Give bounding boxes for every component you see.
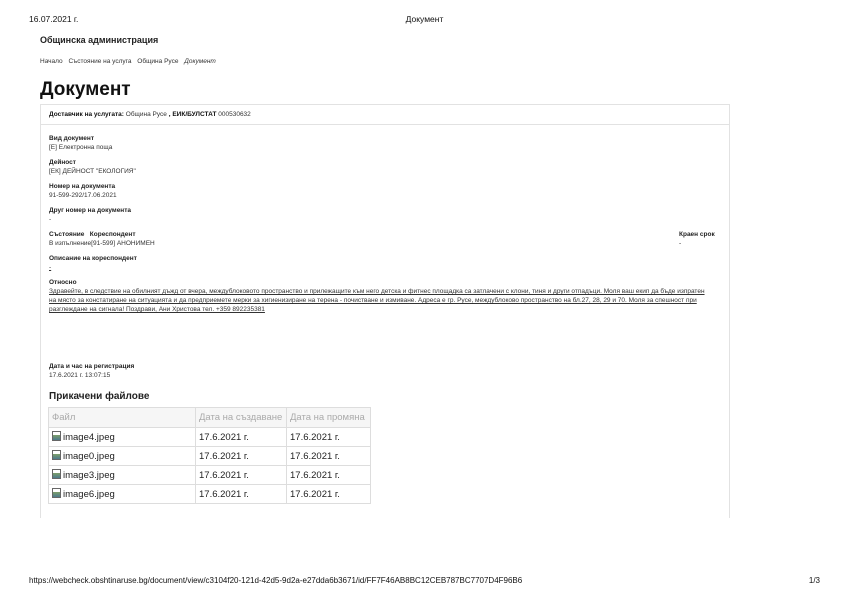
corr-desc-value[interactable]: -	[49, 264, 52, 271]
corr-desc-label: Описание на кореспондент	[49, 255, 137, 262]
file-cell[interactable]	[49, 447, 196, 466]
other-number-field	[49, 206, 131, 224]
status-label: Състояние	[49, 231, 85, 238]
document-panel	[40, 104, 730, 518]
file-cell[interactable]	[49, 428, 196, 447]
activity-field	[49, 158, 136, 176]
doc-type-field	[49, 134, 112, 152]
about-value[interactable]: Здравейте, в следствие на обилният дъжд от вчера, междублоковото пространство и прилежащите към него детска и фитнес площадка са затлачени с клони, тиня и други отпадъци. Моля ваш екип да бъде изпратен на място за констатиране на ситуацията и да предприемете мерки за хигиенизиране на терена - почистване и измиване. Адреса е гр. Русе, междублоково пространство на бл.27, 28, 29 и 70. Моля за спешност при разглеждане на сигнала! Поздрави, Ани Христова тел. +359 892235381	[49, 288, 705, 313]
col-file[interactable]: Файл	[49, 408, 196, 428]
about-field	[49, 278, 713, 314]
activity-label: Дейност	[49, 159, 76, 166]
print-url: https://webcheck.obshtinaruse.bg/document/view/c3104f20-121d-42d5-9d2a-e27dda6b3671/id/FF7F46AB8BC12CEB787BC7707D4F96B6	[29, 576, 523, 585]
created-cell: 17.6.2021 г.	[196, 485, 287, 504]
breadcrumb-home[interactable]: Начало	[40, 58, 63, 65]
image-file-icon	[52, 450, 61, 460]
table-row	[49, 485, 371, 504]
page-title: Документ	[40, 79, 131, 100]
file-cell[interactable]	[49, 485, 196, 504]
provider-header	[41, 105, 729, 125]
table-header-row	[49, 408, 371, 428]
doc-type-label: Вид документ	[49, 135, 95, 142]
eik-value: 000530632	[218, 111, 251, 118]
created-cell: 17.6.2021 г.	[196, 447, 287, 466]
modified-cell: 17.6.2021 г.	[287, 428, 371, 447]
provider-label: Доставчик на услугата:	[49, 111, 124, 118]
attachments-table	[48, 407, 371, 504]
table-row	[49, 447, 371, 466]
breadcrumb	[40, 58, 220, 65]
breadcrumb-current: Документ	[184, 58, 216, 65]
doc-number-label: Номер на документа	[49, 183, 116, 190]
deadline-value: -	[679, 240, 682, 247]
image-file-icon	[52, 488, 61, 498]
correspondent-label: Кореспондент	[89, 231, 136, 238]
reg-date-field	[49, 362, 134, 380]
file-cell[interactable]	[49, 466, 196, 485]
file-name[interactable]: image6.jpeg	[63, 489, 115, 500]
created-cell: 17.6.2021 г.	[196, 466, 287, 485]
about-label: Относно	[49, 279, 77, 286]
created-cell: 17.6.2021 г.	[196, 428, 287, 447]
provider-name: Община Русе	[125, 111, 167, 118]
breadcrumb-service-status[interactable]: Състояние на услуга	[68, 58, 132, 65]
col-modified[interactable]: Дата на промяна	[287, 408, 371, 428]
file-name[interactable]: image4.jpeg	[63, 432, 115, 443]
breadcrumb-municipality[interactable]: Община Русе	[137, 58, 179, 65]
attachments-title: Прикачени файлове	[49, 391, 150, 402]
modified-cell: 17.6.2021 г.	[287, 447, 371, 466]
doc-number-field	[49, 182, 117, 200]
corr-desc-field	[49, 254, 137, 272]
file-name[interactable]: image0.jpeg	[63, 451, 115, 462]
print-title: Документ	[405, 14, 444, 24]
table-row	[49, 428, 371, 447]
modified-cell: 17.6.2021 г.	[287, 466, 371, 485]
reg-date-value: 17.6.2021 г. 13:07:15	[49, 372, 111, 379]
col-created[interactable]: Дата на създаване	[196, 408, 287, 428]
modified-cell: 17.6.2021 г.	[287, 485, 371, 504]
doc-type-value: [E] Електронна поща	[49, 144, 113, 151]
page-number: 1/3	[808, 576, 820, 585]
reg-date-label: Дата и час на регистрация	[49, 363, 135, 370]
doc-number-value: 91-599-292/17.06.2021	[49, 192, 117, 199]
org-name: Общинска администрация	[40, 35, 159, 45]
print-date: 16.07.2021 г.	[29, 14, 79, 24]
deadline-field	[679, 230, 719, 248]
eik-label: , ЕИК/БУЛСТАТ	[168, 111, 217, 118]
other-number-value: -	[49, 216, 52, 223]
status-value: В изпълнение[91-599] АНОНИМЕН	[49, 240, 155, 247]
table-row	[49, 466, 371, 485]
deadline-label: Краен срок	[679, 231, 715, 238]
activity-value: [ЕК] ДЕЙНОСТ "ЕКОЛОГИЯ"	[49, 168, 136, 175]
image-file-icon	[52, 431, 61, 441]
other-number-label: Друг номер на документа	[49, 207, 132, 214]
file-name[interactable]: image3.jpeg	[63, 470, 115, 481]
image-file-icon	[52, 469, 61, 479]
status-field	[49, 230, 155, 248]
